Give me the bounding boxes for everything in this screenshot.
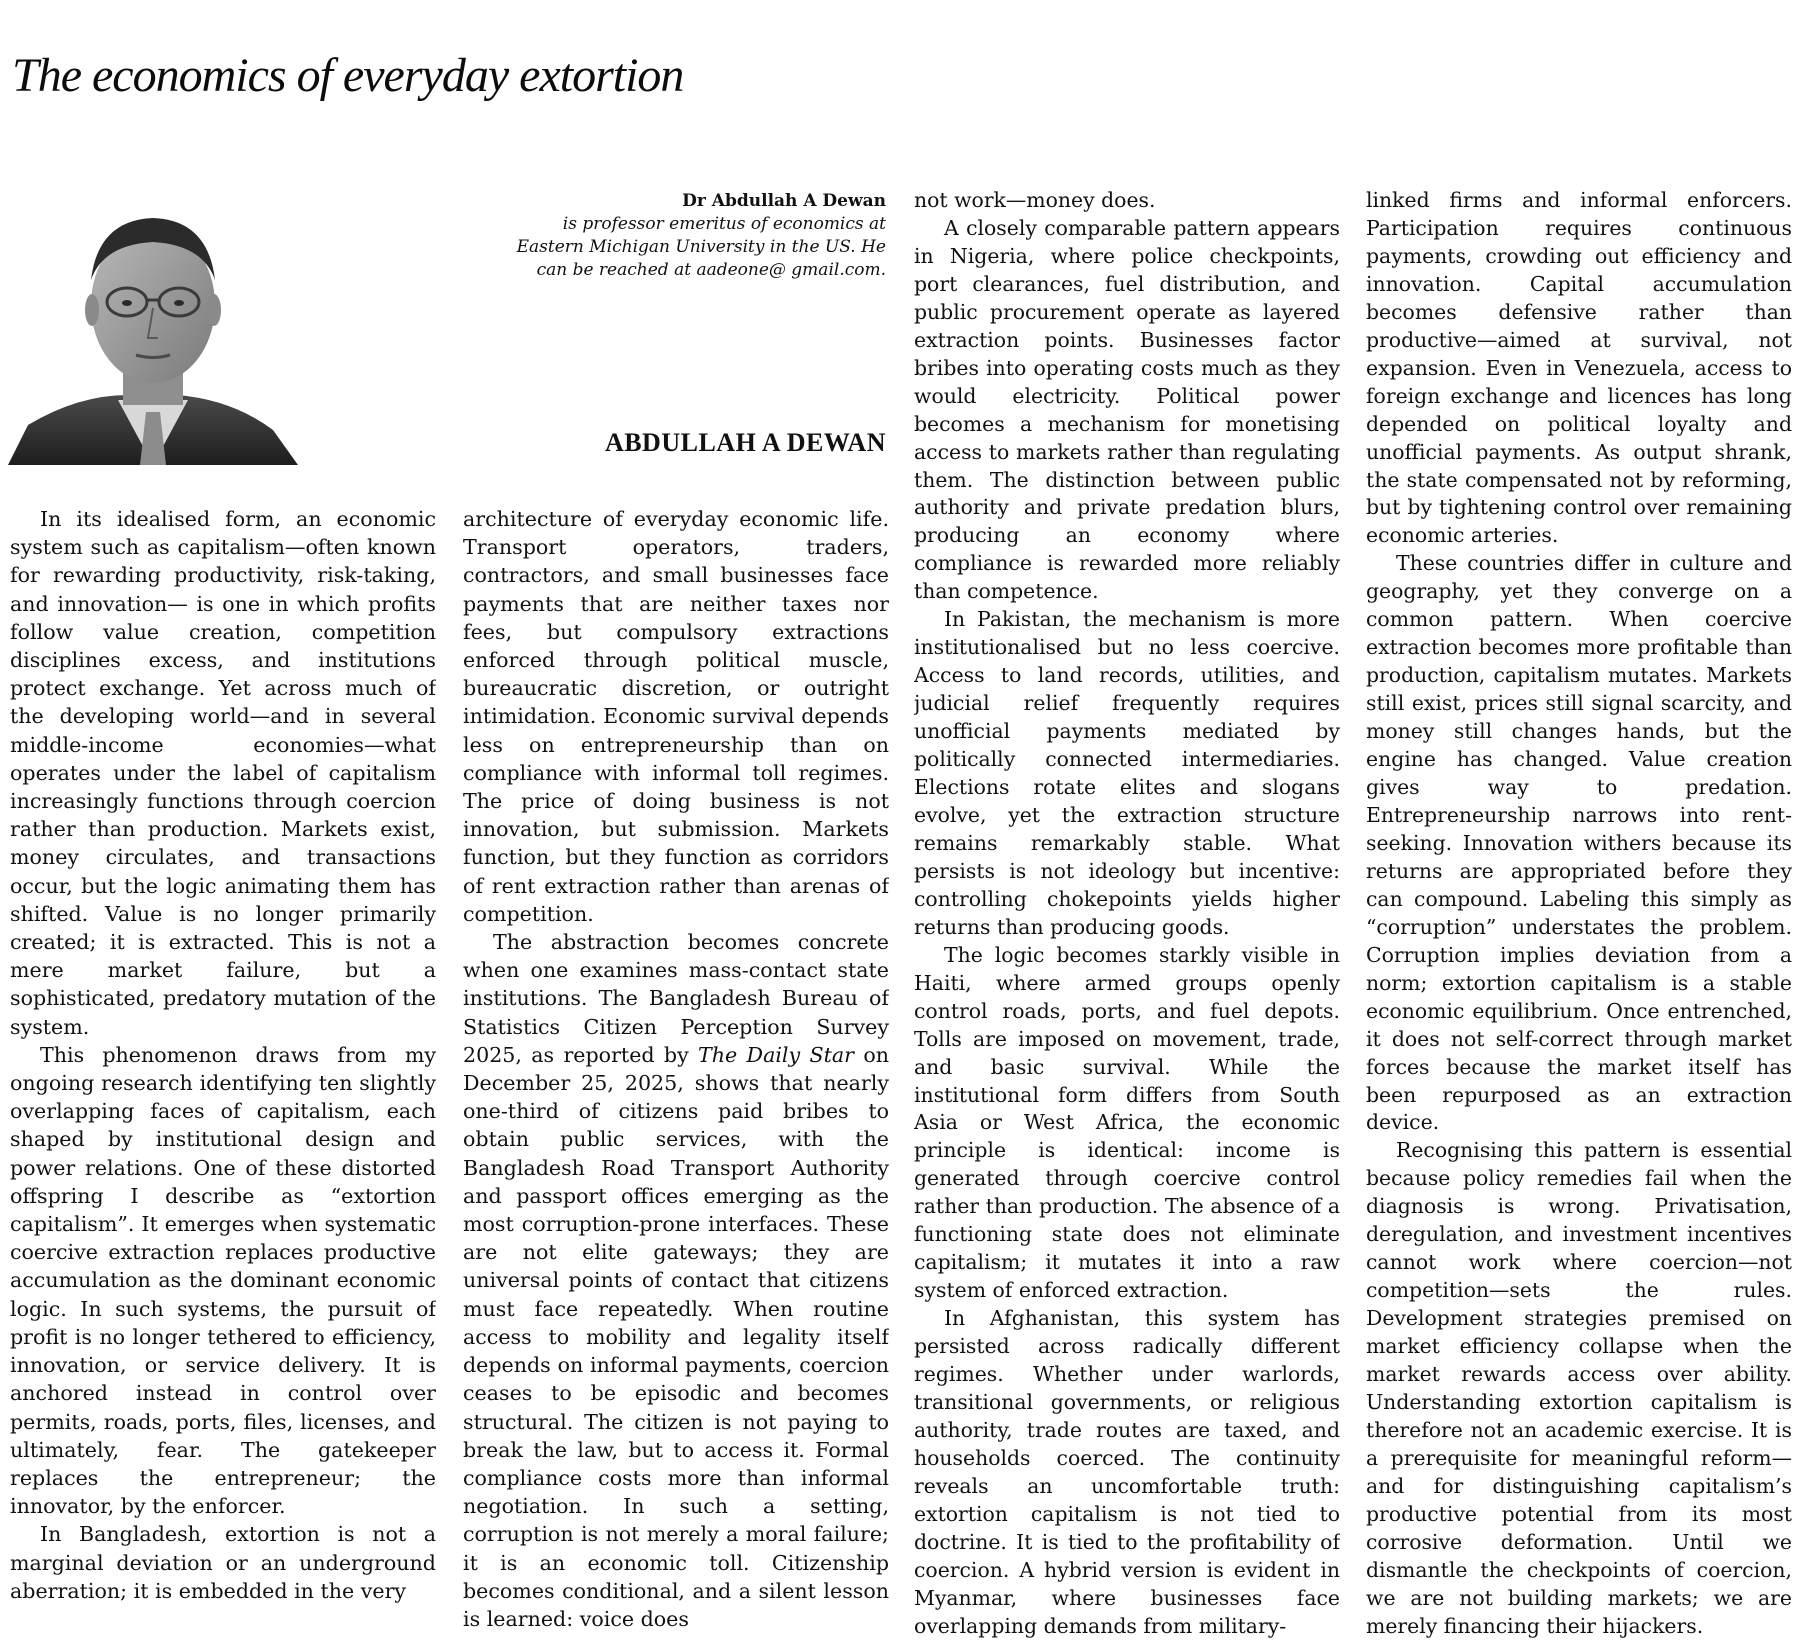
paragraph: The logic becomes starkly visible in Haiti, where armed groups openly control roads, ports, and fuel depots. Tolls are imposed on movement, trade, and basic survival. While the institutional form differs from South Asia or West Africa, the economic principle is identical: income is generated through coercive control rather than production. The absence of a functioning state does not eliminate capitalism; it mutates it into a raw system of enforced extraction. [914, 942, 1340, 1303]
paragraph: In its idealised form, an economic system such as capitalism—often known for rewarding productivity, risk-taking, and innovation— is one in which profits follow value creation, competition disciplines excess, and institutions protect exchange. Yet across much of the developing world—and in several middle-income economies—what operates under the label of capitalism increasingly functions through coercion rather than production. Markets exist, money circulates, and transactions occur, but the logic animating them has shifted. Value is no longer primarily created; it is extracted. This is not a mere market failure, but a sophisticated, predatory mutation of the system. [10, 507, 436, 1039]
paragraph [463, 928, 889, 1633]
text-run: The abstraction becomes concrete when one examines mass-contact state institutions. The Bangladesh Bureau of Statistics Citizen Perception Survey 2025, as reported by [463, 930, 889, 1067]
text-run: on December 25, 2025, shows that nearly one-third of citizens paid bribes to obtain public services, with the Bangladesh Road Transport Authority and passport offices emerging as the most corruption-prone interfaces. These are not elite gateways; they are universal points of contact that citizens must face repeatedly. When routine access to mobility and legality itself depends on informal payments, coercion ceases to be episodic and becomes structural. The citizen is not paying to break the law, but to access it. Formal compliance costs more than informal negotiation. In such a setting, corruption is not merely a moral failure; it is an economic toll. Citizenship becomes conditional, and a silent lesson is learned: voice does [463, 1042, 889, 1631]
paragraph-continued: architecture of everyday economic life. Transport operators, traders, contractors, and small businesses face payments that are neither taxes nor fees, but compulsory extractions enforced through political muscle, bureaucratic discretion, or outright intimidation. Economic survival depends less on entrepreneurship than on compliance with informal toll regimes. The price of doing business is not innovation, but submission. Markets function, but they function as corridors of rent extraction rather than arenas of competition. [463, 507, 889, 926]
paragraph-continued: not work—money does. [914, 188, 1156, 212]
paragraph-continued: linked firms and informal enforcers. Participation requires continuous payments, crowding out efficiency and innovation. Capital accumulation becomes defensive rather than productive—aimed at survival, not expansion. Even in Venezuela, access to foreign exchange and licences has long depended on political loyalty and unofficial payments. As output shrank, the state compensated not by reforming, but by tightening control over remaining economic arteries. [1366, 188, 1792, 548]
author-photo [8, 190, 298, 465]
paragraph: This phenomenon draws from my ongoing research identifying ten slightly overlapping faces of capitalism, each shaped by institutional design and power relations. One of these distorted offspring I describe as “extortion capitalism”. It emerges when systematic coercive extraction replaces productive accumulation as the dominant economic logic. In such systems, the pursuit of profit is no longer tethered to efficiency, innovation, or service delivery. It is anchored instead in control over permits, roads, ports, files, licenses, and ultimately, fear. The gatekeeper replaces the entrepreneur; the innovator, by the enforcer. [10, 1042, 436, 1519]
author-bio [500, 190, 886, 282]
paragraph: In Afghanistan, this system has persisted across radically different regimes. Whether under warlords, transitional governments, or religious authority, trade routes are taxed, and households coerced. The continuity reveals an uncomfortable truth: extortion capitalism is not tied to doctrine. It is tied to the profitability of coercion. A hybrid version is evident in Myanmar, where businesses face overlapping demands from military- [914, 1306, 1340, 1638]
paragraph: These countries differ in culture and geography, yet they converge on a common pattern. When coercive extraction becomes more profitable than production, capitalism mutates. Markets still exist, prices still signal scarcity, and money still changes hands, but the engine has changed. Value creation gives way to predation. Entrepreneurship narrows into rent-seeking. Innovation withers because its returns are appropriated before they can compound. Labeling this simply as “corruption” understates the problem. Corruption implies deviation from a norm; extortion capitalism is a stable economic equilibrium. Once entrenched, it does not self-correct through market forces because the market itself has been repurposed as an extraction device. [1366, 551, 1792, 1135]
article-column-1 [10, 505, 436, 1645]
paragraph: In Bangladesh, extortion is not a marginal deviation or an underground aberration; it is embedded in the very [10, 1522, 436, 1603]
bio-text: is professor emeritus of economics at Eastern Michigan University in the US. He can be reached at aadeone@ gmail.com. [516, 214, 886, 280]
article-column-4 [1366, 187, 1792, 1647]
bio-name: Dr Abdullah A Dewan [682, 191, 886, 211]
byline: ABDULLAH A DEWAN [604, 428, 886, 457]
paragraph: In Pakistan, the mechanism is more institutionalised but no less coercive. Access to land records, utilities, and judicial relief frequently requires unofficial payments mediated by politically connected intermediaries. Elections rotate elites and slogans evolve, yet the extraction structure remains remarkably stable. What persists is not ideology but incentive: controlling chokepoints yields higher returns than producing goods. [914, 607, 1340, 939]
publication-name: The Daily Star [698, 1042, 854, 1067]
article-column-3 [914, 187, 1340, 1647]
paragraph: Recognising this pattern is essential because policy remedies fail when the diagnosis is wrong. Privatisation, deregulation, and investment incentives cannot work where coercion—not competition—sets the rules. Development strategies premised on market efficiency collapse when the market rewards access over ability. Understanding extortion capitalism is therefore not an academic exercise. It is a prerequisite for meaningful reform—and for distinguishing capitalism’s productive potential from its most corrosive deformation. Until we dismantle the checkpoints of coercion, we are not building markets; we are merely financing their hijackers. [1366, 1138, 1792, 1638]
article-column-2 [463, 505, 889, 1645]
headline: The economics of everyday extortion [12, 49, 684, 102]
paragraph: A closely comparable pattern appears in Nigeria, where police checkpoints, port clearances, fuel distribution, and public procurement operate as layered extraction points. Businesses factor bribes into operating costs much as they would electricity. Political power becomes a mechanism for monetising access to markets rather than regulating them. The distinction between public authority and private predation blurs, producing an economy where compliance is rewarded more reliably than competence. [914, 215, 1340, 604]
